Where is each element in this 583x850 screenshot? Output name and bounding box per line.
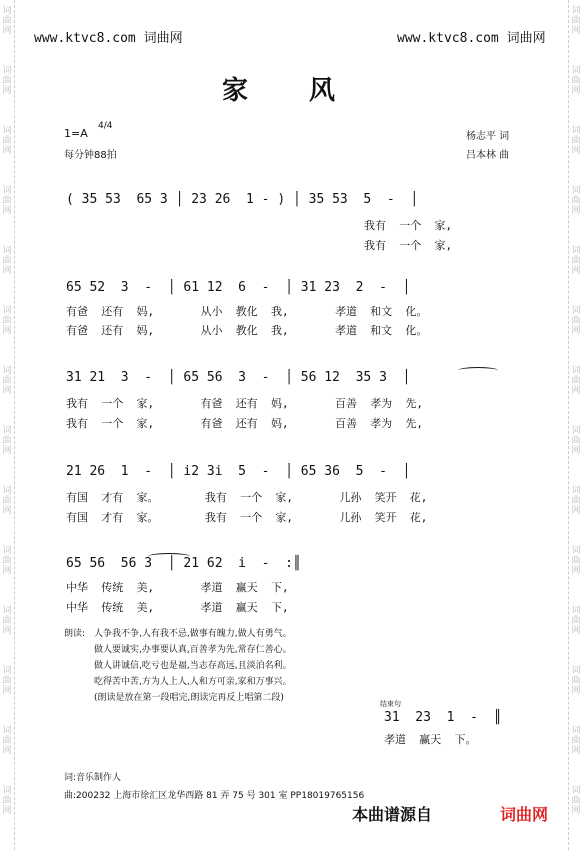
side-watermark-text: 词曲网 <box>2 6 12 36</box>
lyric-row-2-verse-2: 有爸 还有 妈, 从小 教化 我, 孝道 和文 化。 <box>66 324 428 337</box>
side-watermark-text: 词曲网 <box>571 246 581 276</box>
notation-row-1: ( 35 53 65 3 │ 23 26 1 - ) │ 35 53 5 - │ <box>66 192 419 207</box>
brand-logo-text: 词曲网 <box>500 805 549 824</box>
ending-notation: 31 23 1 - ║ <box>384 710 502 725</box>
notation-row-3: 31 21 3 - │ 65 56 3 - │ 56 12 35 3 │ <box>66 370 411 385</box>
lyricist-credit: 杨志平 词 <box>466 131 510 142</box>
side-watermark-text: 词曲网 <box>2 546 12 576</box>
lyric-row-5-verse-2: 中华 传统 美, 孝道 赢天 下, <box>66 601 289 614</box>
notation-row-4: 21 26 1 - │ i2 3i 5 - │ 65 36 5 - │ <box>66 464 411 479</box>
lyric-row-4-verse-2: 有国 才有 家。 我有 一个 家, 儿孙 笑开 花, <box>66 511 428 524</box>
tempo-marking: 每分钟88拍 <box>64 150 117 161</box>
music-by-credit: 曲:200232 上海市徐汇区龙华西路 81 弄 75 号 301 室 PP18019765156 <box>64 791 365 801</box>
lyric-row-4-verse-1: 有国 才有 家。 我有 一个 家, 儿孙 笑开 花, <box>66 491 428 504</box>
side-watermark-text: 词曲网 <box>571 786 581 816</box>
lyric-row-1-verse-2: 我有 一个 家, <box>66 239 453 252</box>
side-watermark-text: 词曲网 <box>571 6 581 36</box>
side-watermark-text: 词曲网 <box>2 726 12 756</box>
recitation-line-4: 吃得苦中苦,方为人上人,人和方可亲,家和万事兴。 <box>94 677 292 687</box>
notation-row-2: 65 52 3 - │ 61 12 6 - │ 31 23 2 - │ <box>66 280 411 295</box>
lyric-row-2-verse-1: 有爸 还有 妈, 从小 教化 我, 孝道 和文 化。 <box>66 305 428 318</box>
side-watermark-text: 词曲网 <box>571 186 581 216</box>
tie-slur <box>458 367 498 374</box>
notation-row-5: 65 56 56 3 │ 21 62 i - :║ <box>66 556 301 571</box>
side-watermark-text: 词曲网 <box>571 366 581 396</box>
side-watermark-text: 词曲网 <box>2 426 12 456</box>
song-title: 家 风 <box>221 76 362 106</box>
site-url-right: www.ktvc8.com 词曲网 <box>397 31 546 46</box>
side-watermark-text: 词曲网 <box>571 306 581 336</box>
side-watermark-text: 词曲网 <box>2 366 12 396</box>
site-url-left: www.ktvc8.com 词曲网 <box>34 31 183 46</box>
side-watermark-text: 词曲网 <box>571 126 581 156</box>
side-watermark-text: 词曲网 <box>2 306 12 336</box>
side-watermark-text: 词曲网 <box>571 726 581 756</box>
recitation-note: (朗读是放在第一段唱完,朗读完再反上唱第二段) <box>94 693 284 703</box>
lyric-by-credit: 词:音乐制作人 <box>64 773 122 783</box>
side-watermark-text: 词曲网 <box>2 246 12 276</box>
ending-label: 结束句 <box>380 700 401 708</box>
source-text: 本曲谱源自 <box>352 805 433 824</box>
recitation-line-2: 做人要诚实,办事要认真,百善孝为先,常存仁善心。 <box>94 645 292 655</box>
side-watermark-text: 词曲网 <box>571 66 581 96</box>
side-watermark-text: 词曲网 <box>571 546 581 576</box>
side-watermark-text: 词曲网 <box>2 786 12 816</box>
lyric-row-3-verse-1: 我有 一个 家, 有爸 还有 妈, 百善 孝为 先, <box>66 397 424 410</box>
side-watermark-text: 词曲网 <box>2 66 12 96</box>
recitation-label: 朗读: <box>64 629 86 639</box>
recitation-line-1: 人争我不争,人有我不忌,做事有魄力,做人有勇气。 <box>94 629 292 639</box>
side-watermark-text: 词曲网 <box>571 666 581 696</box>
lyric-row-5-verse-1: 中华 传统 美, 孝道 赢天 下, <box>66 581 289 594</box>
time-signature: 4/4 <box>98 121 113 131</box>
side-watermark-text: 词曲网 <box>2 606 12 636</box>
side-watermark-text: 词曲网 <box>2 126 12 156</box>
lyric-row-1-verse-1: 我有 一个 家, <box>66 219 453 232</box>
side-watermark-text: 词曲网 <box>571 486 581 516</box>
lyric-row-3-verse-2: 我有 一个 家, 有爸 还有 妈, 百善 孝为 先, <box>66 417 424 430</box>
composer-credit: 吕本林 曲 <box>466 150 510 161</box>
side-watermark-text: 词曲网 <box>2 666 12 696</box>
key-signature: 1=A <box>64 127 88 140</box>
ending-lyric: 孝道 赢天 下。 <box>384 733 477 746</box>
side-watermark-text: 词曲网 <box>2 486 12 516</box>
side-watermark-text: 词曲网 <box>571 606 581 636</box>
side-watermark-text: 词曲网 <box>2 186 12 216</box>
side-watermark-text: 词曲网 <box>571 426 581 456</box>
recitation-line-3: 做人讲诚信,吃亏也是福,当志存高远,且淡泊名利。 <box>94 661 292 671</box>
